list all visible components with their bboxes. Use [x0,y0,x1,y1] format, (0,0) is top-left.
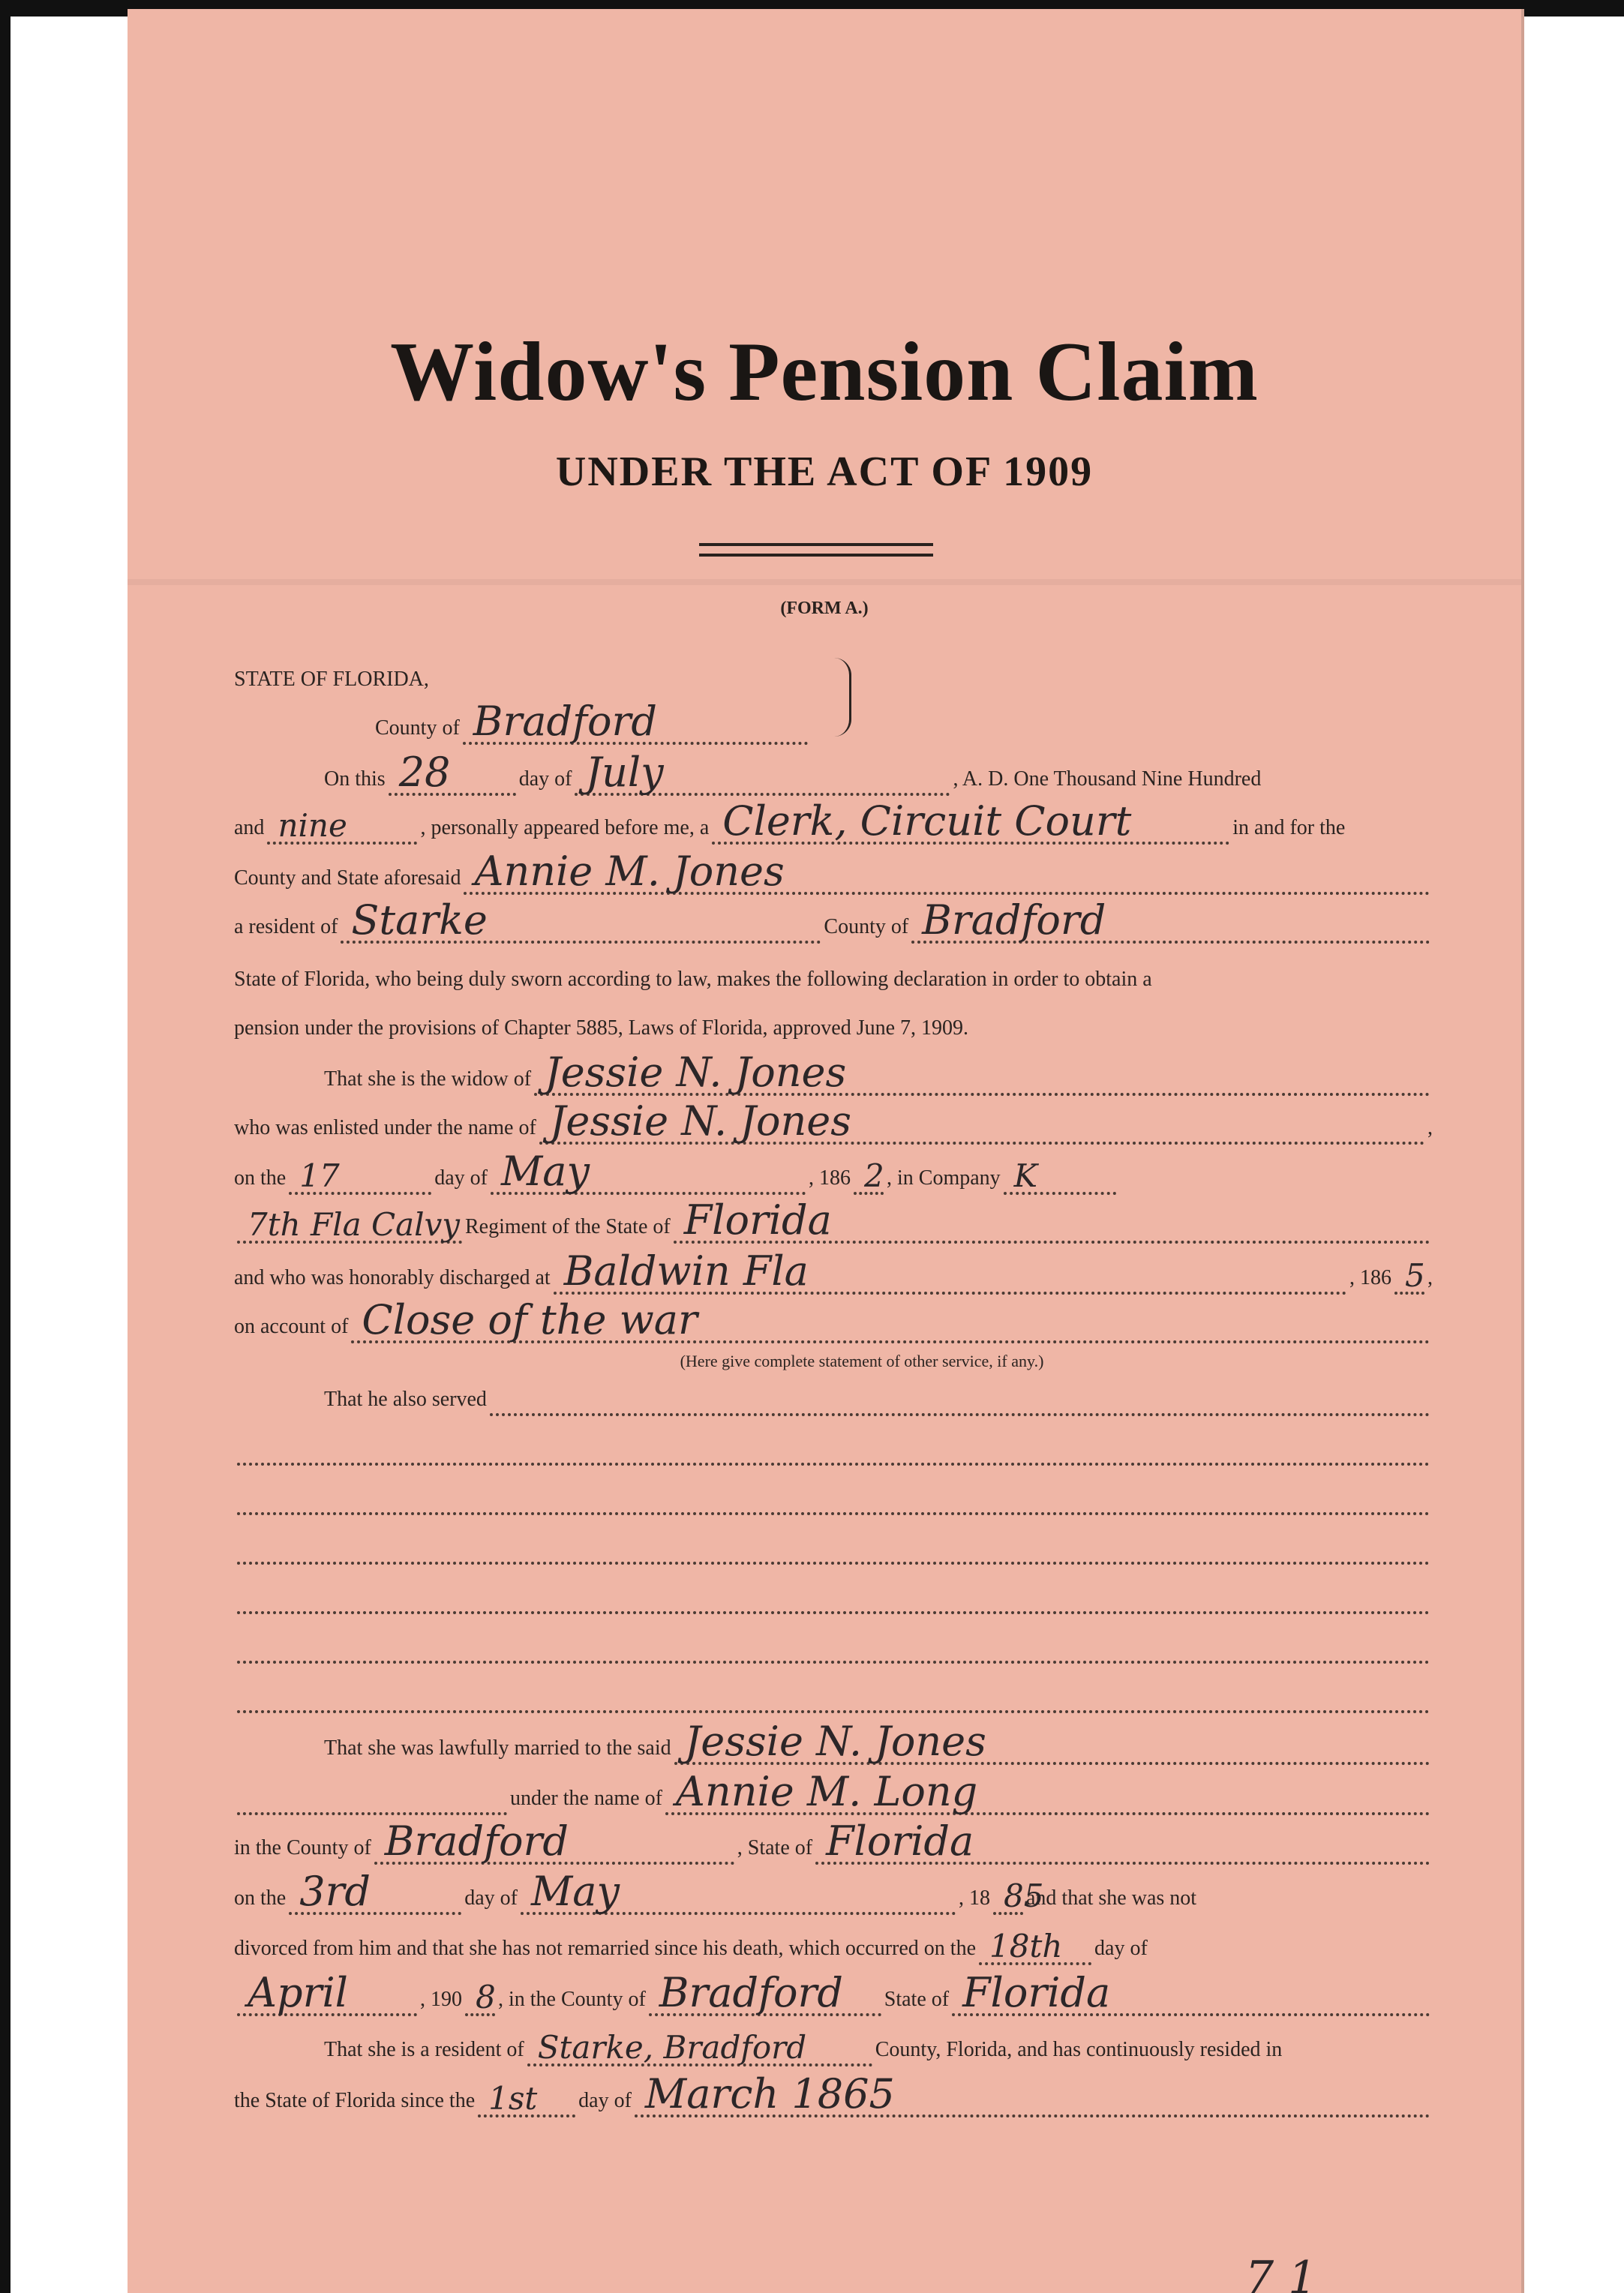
form-line [234,845,1433,895]
form-label-text: On this [324,767,386,791]
form-line [234,1245,1433,1295]
form-line [234,1967,1433,2016]
handwritten-field [534,1043,1430,1096]
form-label-text: County of [375,716,460,740]
form-label-text: the State of Florida since the [234,2089,476,2112]
form-line [234,1515,1433,1565]
handwritten-field [527,2014,872,2066]
handwritten-field [1394,1242,1424,1295]
form-line [234,995,1433,1045]
handwritten-field [237,1964,417,2016]
handwritten-entry: Annie M. Long [675,1768,978,1815]
form-label-text: pension under the provisions of Chapter 5885, Laws of Florida, approved June 7, 1909. [234,1016,969,1040]
form-label-text: and that she was not [1025,1886,1197,1910]
form-label-text: in and for the [1232,816,1346,839]
pension-form-page [128,9,1521,2293]
handwritten-entry: Starke, Bradford [537,2029,807,2066]
form-line [324,1367,1433,1416]
handwritten-field [575,743,950,796]
handwritten-entry: 17 [299,1157,340,1194]
handwritten-entry: May [530,1868,620,1915]
handwritten-field [815,1812,1430,1865]
form-line [234,647,1433,696]
handwritten-field [635,2065,1430,2117]
form-label-text: County of [824,915,909,938]
handwritten-field [911,891,1430,944]
scan-border-left [0,0,11,2293]
handwritten-entry: Annie M. Jones [474,848,785,895]
handwritten-field [491,1142,806,1195]
title-rule-bottom [699,554,933,557]
handwritten-field [465,1964,495,2016]
form-label-text: , A. D. One Thousand Nine Hundred [953,767,1262,791]
handwritten-field [237,1611,1430,1664]
form-label-text: on the [234,1166,287,1190]
handwritten-field [237,1463,1430,1515]
handwritten-entry: 18th [989,1928,1063,1964]
handwritten-field [237,1562,1430,1614]
form-line [234,1614,1433,1664]
form-line [234,1095,1433,1145]
form-line [234,1294,1433,1343]
handwritten-entry: July [585,749,664,796]
handwritten-entry: Clerk, Circuit Court [722,797,1132,845]
title-rule-top [699,543,933,546]
form-label-text: Regiment of the State of [465,1215,671,1238]
handwritten-field [712,792,1229,845]
form-label-text: STATE OF FLORIDA, [234,668,429,691]
form-label-text: day of [578,2089,632,2112]
form-label-text: day of [434,1166,488,1190]
handwritten-field [463,692,808,745]
handwritten-field [649,1964,881,2016]
form-line [324,1715,1433,1765]
form-label-text: , State of [737,1836,813,1859]
handwritten-field [490,1364,1430,1416]
form-label-text: County and State aforesaid [234,866,461,890]
form-line [234,1865,1433,1915]
handwritten-entry: May [500,1148,590,1195]
handwritten-field [464,842,1430,895]
handwritten-entry: 3rd [299,1868,371,1915]
handwritten-entry: Bradford [473,698,657,745]
form-line [234,1194,1433,1244]
fold-line [128,579,1521,585]
handwritten-entry: 7th Fla Calvy [248,1206,461,1243]
form-line [375,695,1433,745]
handwritten-field [341,891,821,944]
handwritten-field [237,1661,1430,1713]
handwritten-field [674,1191,1430,1244]
form-label-text: State of [884,1988,950,2011]
handwritten-field [521,1862,956,1915]
handwritten-entry: Bradford [384,1817,569,1865]
form-label-text: under the name of [510,1787,662,1810]
handwritten-entry: Jessie N. Jones [684,1718,986,1765]
handwritten-entry: 28 [398,749,451,796]
handwritten-entry: Baldwin Fla [563,1247,809,1295]
handwritten-field [478,2065,575,2117]
handwritten-field [351,1291,1430,1343]
form-label-text: , 190 [420,1988,462,2011]
handwritten-field [665,1763,1430,1815]
handwritten-entry: Bradford [922,896,1106,944]
form-label-text: on the [234,1886,287,1910]
form-label-text: , in the County of [498,1988,646,2011]
handwritten-field [993,1862,1044,1915]
form-label-text: State of Florida, who being duly sworn according to law, makes the following declaration in order to obtain a [234,968,1152,991]
handwritten-field [539,1092,1424,1145]
paper-edge [1521,9,1524,2293]
handwritten-field [979,1913,1091,1965]
form-label-text: , 186 [1349,1266,1391,1289]
form-line [234,1916,1433,1965]
form-line [234,1466,1433,1515]
handwritten-entry: April [248,1969,348,2016]
form-line [324,746,1433,796]
form-label-text: That she was lawfully married to the said [324,1736,671,1760]
handwritten-entry: K [1013,1157,1038,1194]
handwritten-entry: Bradford [659,1969,843,2016]
handwritten-entry: March 1865 [644,2070,895,2117]
handwritten-entry: Florida [962,1969,1111,2016]
form-line [234,947,1433,996]
handwritten-field [267,792,417,845]
form-label-text: , 186 [808,1166,851,1190]
form-label-text: day of [1094,1937,1148,1960]
handwritten-entry: Starke [351,896,488,944]
form-line [234,1416,1433,1466]
handwritten-entry: 1st [488,2080,538,2117]
form-line [234,1565,1433,1614]
handwritten-field [237,1763,507,1815]
handwritten-field [237,1191,462,1244]
form-label-text: , personally appeared before me, a [420,816,710,839]
handwritten-entry: Close of the war [362,1296,698,1343]
handwritten-entry: 85 [1003,1877,1044,1914]
handwritten-field [952,1964,1430,2016]
form-line [234,1664,1433,1713]
form-label-text: and [234,816,265,839]
form-subtitle: UNDER THE ACT OF 1909 [555,449,1094,495]
form-label-text: day of [464,1886,518,1910]
form-line [234,894,1433,944]
handwritten-field [554,1242,1346,1295]
form-label-text: , in Company [886,1166,1001,1190]
form-label-text: County, Florida, and has continuously resided in [875,2038,1283,2061]
form-line [234,1766,1433,1815]
form-label-text: a resident of [234,915,338,938]
handwritten-entry: Jessie N. Jones [549,1097,851,1145]
form-label-text: , 18 [958,1886,990,1910]
form-line [324,2017,1433,2066]
form-line [324,1046,1433,1096]
handwritten-field [374,1812,734,1865]
service-note: (Here give complete statement of other service, if any.) [680,1352,1044,1370]
form-label-text: divorced from him and that she has not remarried since his death, which occurred on the [234,1937,977,1960]
handwritten-field [237,1413,1430,1466]
handwritten-entry: 2 [863,1157,884,1194]
handwritten-entry: 8 [476,1979,496,2015]
handwritten-entry: Jessie N. Jones [545,1049,847,1096]
handwritten-field [389,743,516,796]
handwritten-entry: nine [278,807,347,844]
form-line [234,795,1433,845]
handwritten-field [1004,1142,1116,1195]
form-label-text: That she is a resident of [324,2038,524,2061]
corner-mark: 7 1 [1245,2252,1317,2293]
form-label-text: in the County of [234,1836,371,1859]
handwritten-field [289,1142,431,1195]
form-label-text: , [1427,1116,1433,1139]
form-line [234,1815,1433,1865]
handwritten-field [854,1142,884,1195]
form-label-text: who was enlisted under the name of [234,1116,536,1139]
form-label-text: That he also served [324,1388,487,1411]
form-label-text: day of [518,767,572,791]
form-line [234,2068,1433,2117]
form-label-text: and who was honorably discharged at [234,1266,551,1289]
form-line [234,1145,1433,1195]
form-label-text: , [1427,1266,1433,1289]
form-label-text: That she is the widow of [324,1067,532,1091]
form-label: (FORM A.) [780,599,869,618]
handwritten-field [237,1512,1430,1565]
handwritten-field [674,1712,1430,1765]
form-title: Widow's Pension Claim [390,326,1259,419]
form-label-text: on account of [234,1315,349,1338]
handwritten-entry: 5 [1405,1257,1425,1294]
handwritten-entry: Florida [683,1196,832,1244]
handwritten-field [289,1862,461,1915]
handwritten-entry: Florida [826,1817,974,1865]
